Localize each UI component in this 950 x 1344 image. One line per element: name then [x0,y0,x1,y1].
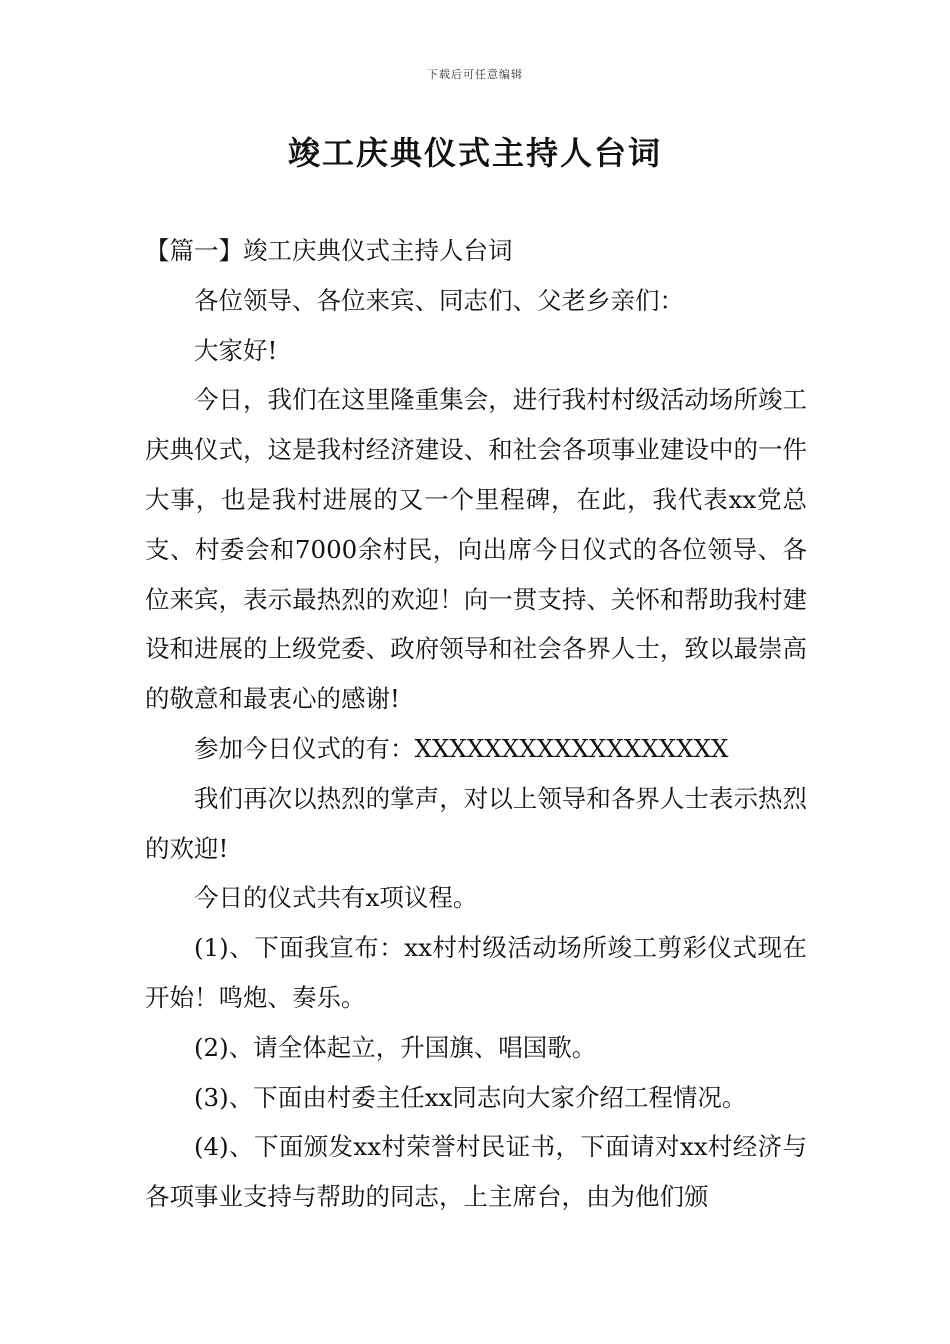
paragraph-opening: 今日，我们在这里隆重集会，进行我村村级活动场所竣工庆典仪式，这是我村经济建设、和社会各项事业建设中的一件大事，也是我村进展的又一个里程碑，在此，我代表xx党总支、村委会和7000余村民，向出席今日仪式的各位领导、各位来宾，表示最热烈的欢迎！向一贯支持、关怀和帮助我村建设和进展的上级党委、政府领导和社会各界人士，致以最崇高的敬意和最衷心的感谢! [145,385,807,714]
agenda-item-1: (1)、下面我宣布：xx村村级活动场所竣工剪彩仪式现在开始！鸣炮、奏乐。 [145,933,807,1012]
paragraph-agenda-intro: 今日的仪式共有x项议程。 [194,883,478,913]
agenda-item-3: (3)、下面由村委主任xx同志向大家介绍工程情况。 [194,1082,747,1112]
agenda-item-2: (2)、请全体起立，升国旗、唱国歌。 [194,1032,597,1062]
paragraph-hello: 大家好! [194,335,278,365]
section-heading: 【篇一】竣工庆典仪式主持人台词 [145,236,513,265]
paragraph-attendees: 参加今日仪式的有：XXXXXXXXXXXXXXXXXX [194,733,729,763]
page-header-note: 下载后可任意编辑 [427,68,523,81]
document-title: 竣工庆典仪式主持人台词 [287,134,662,172]
agenda-item-4: (4)、下面颁发xx村荣誉村民证书，下面请对xx村经济与各项事业支持与帮助的同志，上主席台，由为他们颁 [145,1132,807,1212]
paragraph-welcome: 我们再次以热烈的掌声，对以上领导和各界人士表示热烈的欢迎! [145,783,807,863]
paragraph-greeting: 各位领导、各位来宾、同志们、父老乡亲们： [194,285,684,315]
document-body [145,226,807,1222]
